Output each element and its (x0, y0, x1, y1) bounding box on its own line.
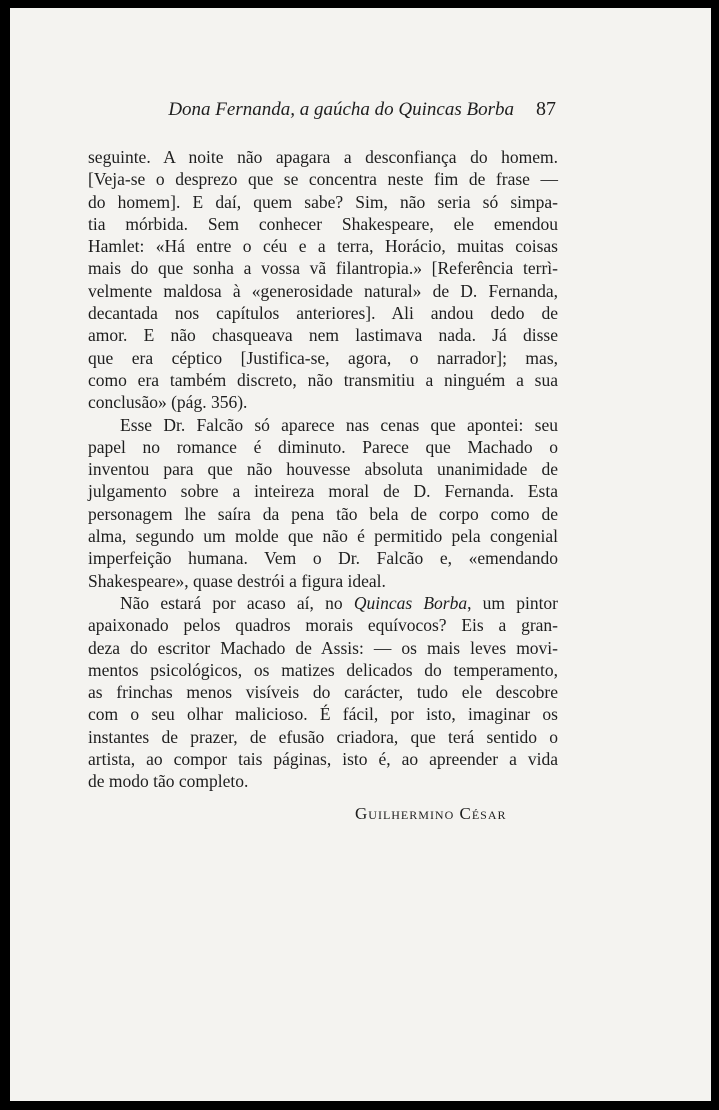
author-signature: Guilhermino César (355, 804, 507, 823)
text-line: Esse Dr. Falcão só aparece nas cenas que apontei: seu (120, 414, 558, 435)
text-line: decantada nos capítulos anteriores]. Ali andou dedo de (88, 303, 558, 324)
running-title: Dona Fernanda, a gaúcha do Quincas Borba (168, 99, 514, 120)
text-line: deza do escritor Machado de Assis: — os mais leves movi- (88, 637, 558, 658)
text-line: que era céptico [Justifica-se, agora, o narrador]; mas, (88, 347, 558, 368)
text-line: como era também discreto, não transmitiu a ninguém a sua (88, 369, 558, 390)
text-line: artista, ao compor tais páginas, isto é, ao apreender a vida (88, 749, 558, 770)
text-line: conclusão» (pág. 356). (88, 392, 248, 413)
text-line: mais do que sonha a vossa vã filantropia.» [Referência terrì- (88, 258, 558, 279)
running-head (10, 98, 556, 121)
text-line: instantes de prazer, de efusão criadora, que terá sentido o (88, 726, 558, 747)
text-line: alma, segundo um molde que não é permitido pela congenial (88, 526, 558, 547)
text-line: tia mórbida. Sem conhecer Shakespeare, ele emendou (88, 213, 558, 234)
text-line: de modo tão completo. (88, 771, 249, 792)
text-line: seguinte. A noite não apagara a desconfiança do homem. (88, 147, 558, 167)
text-line: do homem]. E daí, quem sabe? Sim, não seria só simpa- (88, 191, 558, 212)
text-line: inventou para que não houvesse absoluta unanimidade de (88, 459, 558, 480)
text-line: imperfeição humana. Vem o Dr. Falcão e, «emendando (88, 548, 558, 569)
text-line: as frinchas menos visíveis do carácter, tudo ele descobre (88, 682, 558, 703)
text-line: papel no romance é diminuto. Parece que Machado o (88, 436, 558, 457)
text-line: mentos psicológicos, os matizes delicados do temperamento, (88, 659, 558, 680)
text-line: amor. E não chasqueava nem lastimava nada. Já disse (88, 325, 558, 346)
body-text (88, 146, 558, 793)
book-page (10, 8, 711, 1101)
text-line: Não estará por acaso aí, no Quincas Borba, um pintor (120, 592, 559, 613)
text-line: apaixonado pelos quadros morais equívocos? Eis a gran- (88, 615, 558, 636)
text-line: com o seu olhar malicioso. É fácil, por isto, imaginar os (88, 704, 558, 725)
text-line: personagem lhe saíra da pena tão bela de corpo como de (88, 503, 558, 524)
text-line: velmente maldosa à «generosidade natural» de D. Fernanda, (88, 280, 558, 301)
text-line: julgamento sobre a inteireza moral de D. Fernanda. Esta (88, 481, 558, 502)
text-line: [Veja-se o desprezo que se concentra neste fim de frase — (88, 169, 558, 190)
text-line: Shakespeare», quase destrói a figura ideal. (88, 570, 386, 591)
text-line: Hamlet: «Há entre o céu e a terra, Horácio, muitas coisas (88, 236, 558, 257)
page-number: 87 (536, 98, 556, 120)
book-title-italic: Quincas Borba (353, 592, 468, 613)
